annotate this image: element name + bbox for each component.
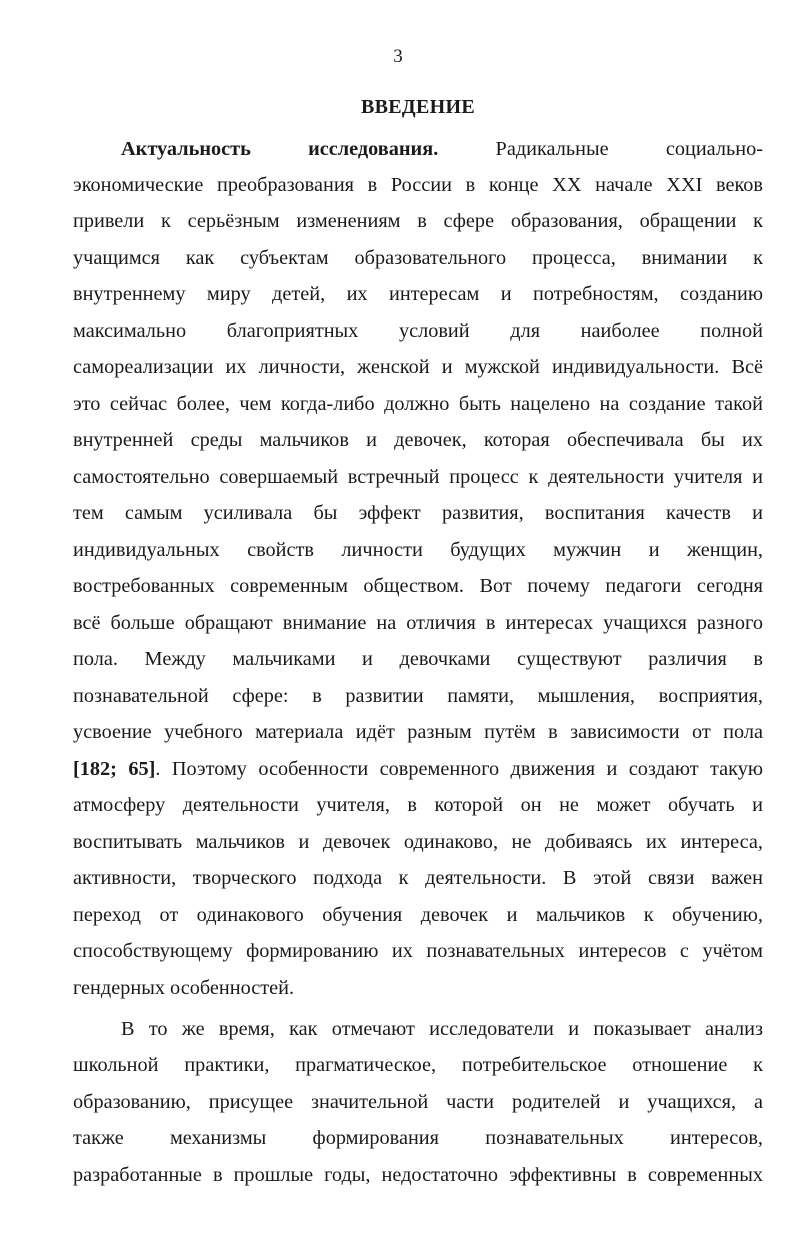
paragraph1-line: это сейчас более, чем когда-либо должно быть нацелено на создание такой xyxy=(73,393,763,415)
paragraph1-line: индивидуальных свойств личности будущих мужчин и женщин, xyxy=(73,539,763,561)
paragraph2-line: школьной практики, прагматическое, потребительское отношение к xyxy=(73,1054,763,1076)
page-number: 3 xyxy=(393,46,403,67)
paragraph1-line: самореализации их личности, женской и мужской индивидуальности. Всё xyxy=(73,356,763,378)
paragraph1-line: привели к серьёзным изменениям в сфере образования, обращении к xyxy=(73,210,763,232)
paragraph1-line: способствующему формированию их познавательных интересов с учётом xyxy=(73,940,763,962)
first-line-rest: Радикальные социально- xyxy=(495,138,763,160)
paragraph1-line: востребованных современным обществом. Вот почему педагоги сегодня xyxy=(73,575,763,597)
citation-reference: [182; 65] xyxy=(73,758,156,780)
paragraph1-line: самостоятельно совершаемый встречный процесс к деятельности учителя и xyxy=(73,466,763,488)
paragraph1-line-1 xyxy=(121,137,763,161)
paragraph1-line: усвоение учебного материала идёт разным путём в зависимости от пола xyxy=(73,721,763,743)
paragraph1-line: атмосферу деятельности учителя, в которой он не может обучать и xyxy=(73,794,763,816)
paragraph2-line: разработанные в прошлые годы, недостаточно эффективны в современных xyxy=(73,1164,763,1186)
paragraph2-line: образованию, присущее значительной части родителей и учащихся, а xyxy=(73,1091,763,1113)
paragraph1-line: активности, творческого подхода к деятельности. В этой связи важен xyxy=(73,867,763,889)
paragraph1-line: всё больше обращают внимание на отличия в интересах учащихся разного xyxy=(73,612,763,634)
paragraph1-line: тем самым усиливала бы эффект развития, воспитания качеств и xyxy=(73,502,763,524)
paragraph1-line: внутреннему миру детей, их интересам и потребностям, созданию xyxy=(73,283,763,305)
paragraph1-citation-line xyxy=(73,757,763,781)
paragraph1-line: воспитывать мальчиков и девочек одинаково, не добиваясь их интереса, xyxy=(73,831,763,853)
section-heading: ВВЕДЕНИЕ xyxy=(361,96,475,118)
paragraph1-line: познавательной сфере: в развитии памяти, мышления, восприятия, xyxy=(73,685,763,707)
paragraph1-last-line: гендерных особенностей. xyxy=(73,977,295,999)
paragraph1-line: переход от одинакового обучения девочек и мальчиков к обучению, xyxy=(73,904,763,926)
paragraph1-line: экономические преобразования в России в конце XX начале XXI веков xyxy=(73,174,763,196)
paragraph1-line: учащимся как субъектам образовательного процесса, внимании к xyxy=(73,247,763,269)
paragraph1-line: внутренней среды мальчиков и девочек, которая обеспечивала бы их xyxy=(73,429,763,451)
citation-line-rest: . Поэтому особенности современного движения и создают такую xyxy=(155,758,763,780)
paragraph1-line: максимально благоприятных условий для наиболее полной xyxy=(73,320,763,342)
paragraph2-line-1: В то же время, как отмечают исследователи и показывает анализ xyxy=(121,1018,763,1040)
paragraph2-line: также механизмы формирования познавательных интересов, xyxy=(73,1127,763,1149)
paragraph1-line: пола. Между мальчиками и девочками существуют различия в xyxy=(73,648,763,670)
lead-bold-phrase: Актуальность исследования. xyxy=(121,138,439,160)
